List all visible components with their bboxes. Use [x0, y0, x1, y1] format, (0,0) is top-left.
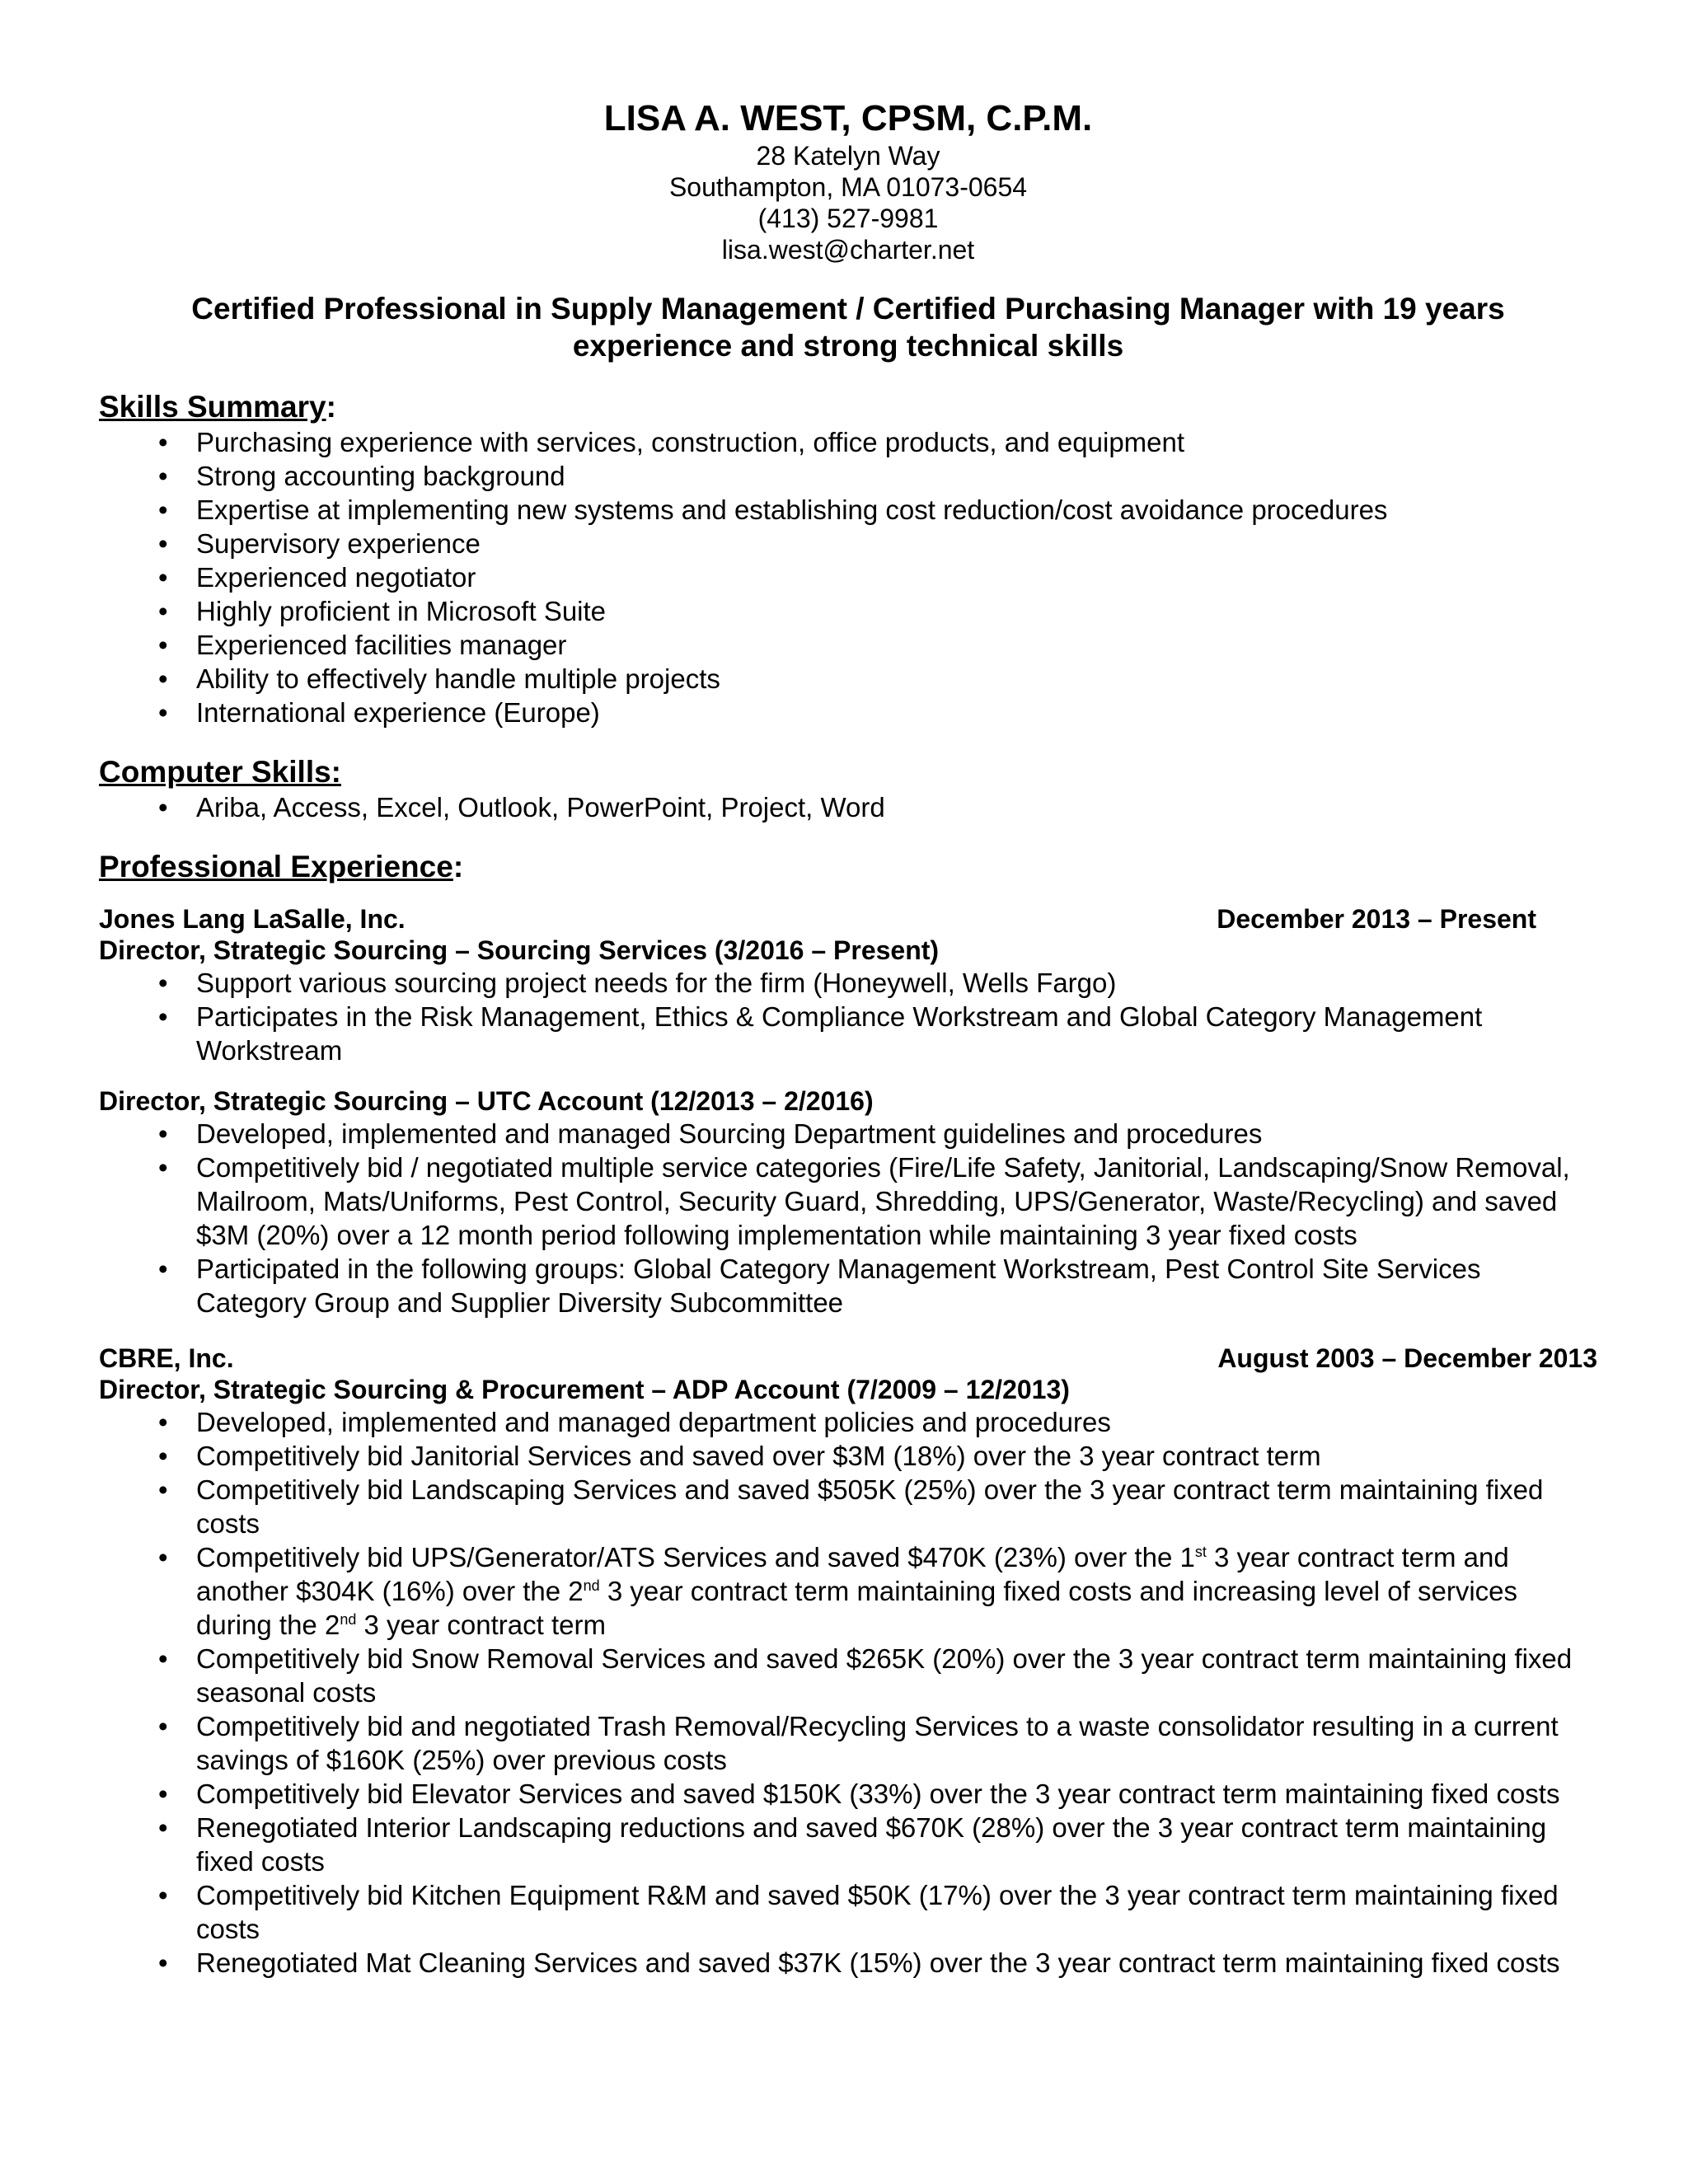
skills-summary-heading: Skills Summary: — [99, 390, 336, 424]
list-item: • Purchasing experience with services, construction, office products, and equipment — [99, 425, 1597, 459]
computer-skills-heading — [99, 754, 1597, 790]
job-role-title: Director, Strategic Sourcing – UTC Account (12/2013 – 2/2016) — [99, 1086, 874, 1116]
role-duties-list — [99, 1117, 1597, 1319]
text-fragment: 3 year contract term maintaining fixed costs and increasing level of services during the 2 — [196, 1576, 1518, 1640]
objective-statement: Certified Professional in Supply Management / Certified Purchasing Manager with 19 years experience and strong technical skills — [191, 292, 1505, 363]
computer-skills-heading-text: Computer Skills: — [99, 755, 341, 789]
experience-heading: Professional Experience: — [99, 850, 464, 883]
ordinal-suffix: st — [1194, 1544, 1207, 1560]
list-item: • Developed, implemented and managed Sourcing Department guidelines and procedures — [99, 1117, 1597, 1151]
list-item: • Strong accounting background — [99, 459, 1597, 493]
list-item: • Experienced negotiator — [99, 560, 1597, 594]
list-item: • Renegotiated Mat Cleaning Services and saved $37K (15%) over the 3 year contract term maintaining fixed costs — [99, 1946, 1597, 1980]
employment-dates: August 2003 – December 2013 — [1217, 1343, 1597, 1373]
experience-heading-text: Professional Experience — [99, 850, 453, 883]
list-item-ups — [99, 1540, 1597, 1642]
employment-dates: December 2013 – Present — [1217, 904, 1536, 934]
role-duties-list — [99, 966, 1597, 1067]
address-line-1: 28 Katelyn Way — [756, 141, 940, 171]
list-item: • International experience (Europe) — [99, 696, 1597, 729]
ordinal-suffix: nd — [340, 1611, 357, 1628]
job-role-title: Director, Strategic Sourcing & Procurement – ADP Account (7/2009 – 12/2013) — [99, 1375, 1070, 1404]
text-fragment: 3 year contract term and another $304K (16%) over the 2 — [196, 1542, 1509, 1606]
list-item: • Competitively bid and negotiated Trash Removal/Recycling Services to a waste consolidator resulting in a current savings of $160K (25%) over previous costs — [99, 1709, 1597, 1777]
list-item: • Ability to effectively handle multiple projects — [99, 662, 1597, 696]
list-item: • Experienced facilities manager — [99, 628, 1597, 662]
email-address: lisa.west@charter.net — [721, 235, 975, 265]
list-item: • Renegotiated Interior Landscaping reductions and saved $670K (28%) over the 3 year contract term maintaining fixed costs — [99, 1811, 1597, 1878]
list-item: • Highly proficient in Microsoft Suite — [99, 594, 1597, 628]
role-duties-list — [99, 1405, 1597, 1980]
text-fragment: Competitively bid UPS/Generator/ATS Services and saved $470K (23%) over the 1 — [196, 1542, 1195, 1572]
list-item: • Support various sourcing project needs for the firm (Honeywell, Wells Fargo) — [99, 966, 1597, 1000]
list-item: • Competitively bid Kitchen Equipment R&M and saved $50K (17%) over the 3 year contract term maintaining fixed costs — [99, 1878, 1597, 1946]
list-item: • Competitively bid Janitorial Services and saved over $3M (18%) over the 3 year contract term — [99, 1439, 1597, 1473]
list-item: • Competitively bid Snow Removal Services and saved $265K (20%) over the 3 year contract term maintaining fixed seasonal costs — [99, 1642, 1597, 1709]
phone-number: (413) 527-9981 — [757, 204, 939, 233]
address-line-2: Southampton, MA 01073-0654 — [668, 172, 1028, 202]
list-item: • Participated in the following groups: Global Category Management Workstream, Pest Control Site Services Category Group and Supplier Diversity Subcommittee — [99, 1252, 1597, 1319]
list-item: • Supervisory experience — [99, 527, 1597, 560]
candidate-name: LISA A. WEST, CPSM, C.P.M. — [603, 98, 1093, 138]
list-item: • Developed, implemented and managed department policies and procedures — [99, 1405, 1597, 1439]
list-item: • Competitively bid Elevator Services and saved $150K (33%) over the 3 year contract term maintaining fixed costs — [99, 1777, 1597, 1811]
computer-skills-list — [99, 790, 1597, 824]
text-fragment: 3 year contract term — [356, 1610, 606, 1640]
company-name: Jones Lang LaSalle, Inc. — [99, 904, 406, 934]
list-item: • Expertise at implementing new systems and establishing cost reduction/cost avoidance procedures — [99, 493, 1597, 527]
job-header-cbre — [99, 1343, 1597, 1374]
job-role-title: Director, Strategic Sourcing – Sourcing Services (3/2016 – Present) — [99, 935, 940, 965]
ordinal-suffix: nd — [583, 1577, 600, 1594]
list-item: • Participates in the Risk Management, Ethics & Compliance Workstream and Global Category Management Workstream — [99, 1000, 1597, 1067]
company-name: CBRE, Inc. — [99, 1343, 234, 1373]
skills-summary-heading-text: Skills Summary — [99, 390, 326, 424]
skills-list — [99, 425, 1597, 729]
list-item: • Competitively bid Landscaping Services and saved $505K (25%) over the 3 year contract term maintaining fixed costs — [99, 1473, 1597, 1540]
list-item: • Competitively bid / negotiated multiple service categories (Fire/Life Safety, Janitorial, Landscaping/Snow Removal, Mailroom, Mats/Uniforms, Pest Control, Security Guard, Shredding, UPS/Generator, Waste/Recycling) and saved $3M (20%) over a 12 month period following implementation while maintaining 3 year fixed costs — [99, 1151, 1597, 1252]
job-header-jll — [99, 903, 1597, 935]
list-item: • Ariba, Access, Excel, Outlook, PowerPoint, Project, Word — [99, 790, 1597, 824]
